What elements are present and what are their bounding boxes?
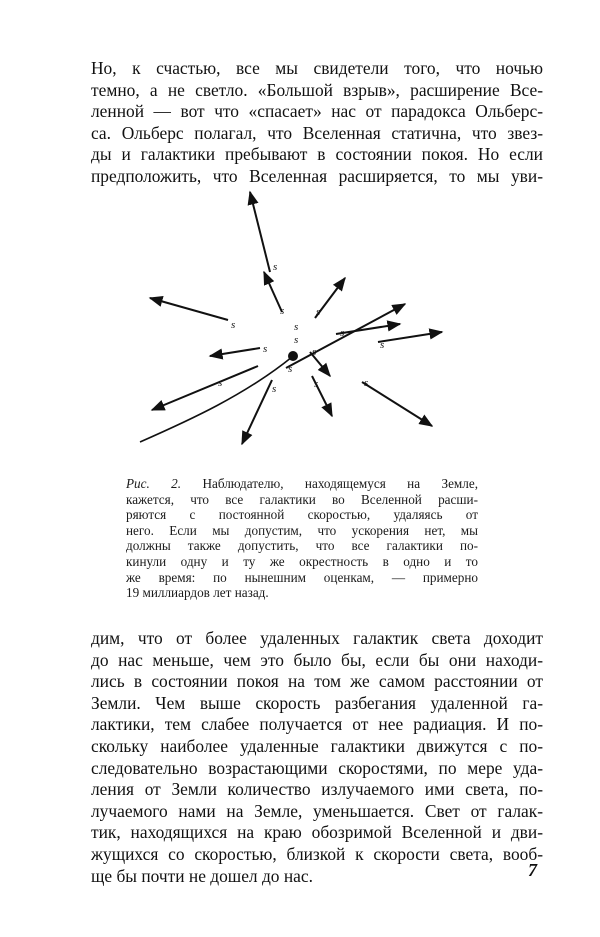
expanding-universe-diagram	[120, 185, 470, 455]
text-line: ще бы почти не дошел до нас.	[91, 865, 313, 886]
galaxy-label: s	[294, 334, 299, 346]
galaxy-label: s	[312, 346, 317, 358]
text-line: ленной — вот что «спасает» нас от парадокса Ольберс-	[91, 101, 543, 122]
galaxy-velocity-arrow	[336, 324, 400, 334]
caption-line: 19 миллиардов лет назад.	[126, 585, 269, 601]
caption-line: ряются с постоянной скоростью, удаляясь от	[126, 507, 478, 523]
text-line: лактики, тем слабее получается от нее радиация. И по-	[91, 714, 543, 735]
earth-trajectory	[140, 357, 292, 442]
galaxy-velocity-arrow	[210, 348, 260, 356]
earth-observer-dot	[288, 351, 298, 361]
galaxy-label: s	[340, 327, 345, 339]
text-line: лись в состоянии покоя на том же самом расстоянии от	[91, 671, 543, 692]
galaxy-label: s	[273, 261, 278, 273]
galaxy-velocity-arrow	[378, 332, 442, 342]
caption-line: него. Если мы допустим, что ускорения нет, мы	[126, 522, 478, 538]
caption-line: кажется, что все галактики во Вселенной расши-	[126, 491, 478, 507]
caption-first-text: Наблюдателю, находящемуся на Земле,	[202, 476, 478, 491]
galaxy-velocity-arrow	[362, 382, 432, 426]
caption-line: же время: по нынешним оценкам, — примерно	[126, 569, 478, 585]
bottom-paragraph	[91, 628, 543, 887]
figure-caption	[126, 476, 478, 601]
galaxy-label: s	[218, 377, 223, 389]
galaxy-velocity-arrow	[152, 366, 258, 410]
text-line: жущихся со скоростью, близкой к скорости света, вооб-	[91, 843, 543, 864]
text-line: тик, находящихся на краю обозримой Вселенной и дви-	[91, 822, 543, 843]
caption-label: Рис. 2.	[126, 476, 182, 491]
text-line: са. Ольберс полагал, что Вселенная статична, что звез-	[91, 122, 543, 143]
galaxy-label: s	[272, 383, 277, 395]
page-number: 7	[528, 860, 537, 880]
text-line: следовательно возрастающими скоростями, по мере уда-	[91, 757, 543, 778]
text-line: скольку наиболее удаленные галактики движутся с по-	[91, 735, 543, 756]
text-line: предположить, что Вселенная расширяется, то мы уви-	[91, 165, 543, 186]
galaxy-label: s	[263, 343, 268, 355]
galaxy-label: s	[280, 305, 285, 317]
galaxy-velocity-arrow	[250, 192, 270, 272]
top-paragraph	[91, 58, 543, 188]
galaxy-velocity-arrow	[150, 298, 228, 320]
text-line: ления от Земли количество излучаемого ими света, по-	[91, 779, 543, 800]
text-line: ды и галактики пребывают в состоянии покоя. Но если	[91, 144, 543, 165]
galaxy-label: s	[314, 378, 319, 390]
galaxy-label: s	[294, 321, 299, 333]
text-line: Земли. Чем выше скорость разбегания удаленной га-	[91, 692, 543, 713]
galaxy-label: s	[288, 363, 293, 375]
galaxy-label: s	[380, 339, 385, 351]
caption-line	[126, 476, 478, 492]
text-line: дим, что от более удаленных галактик света доходит	[91, 628, 543, 648]
text-line: лучаемого нами на Земле, уменьшается. Свет от галак-	[91, 800, 543, 821]
galaxy-velocity-arrow	[286, 304, 405, 368]
caption-line: кинули одну и ту же окрестность в одно и то	[126, 553, 478, 569]
text-line: Но, к счастью, все мы свидетели того, что ночью	[91, 58, 543, 78]
text-line: до нас меньше, чем это было бы, если бы они находи-	[91, 649, 543, 670]
galaxy-label: s	[231, 319, 236, 331]
text-line: темно, а не светло. «Большой взрыв», расширение Все-	[91, 79, 543, 100]
caption-line: должны также допустить, что все галактики по-	[126, 538, 478, 554]
galaxy-label: s	[364, 377, 369, 389]
galaxy-label: s	[316, 306, 321, 318]
